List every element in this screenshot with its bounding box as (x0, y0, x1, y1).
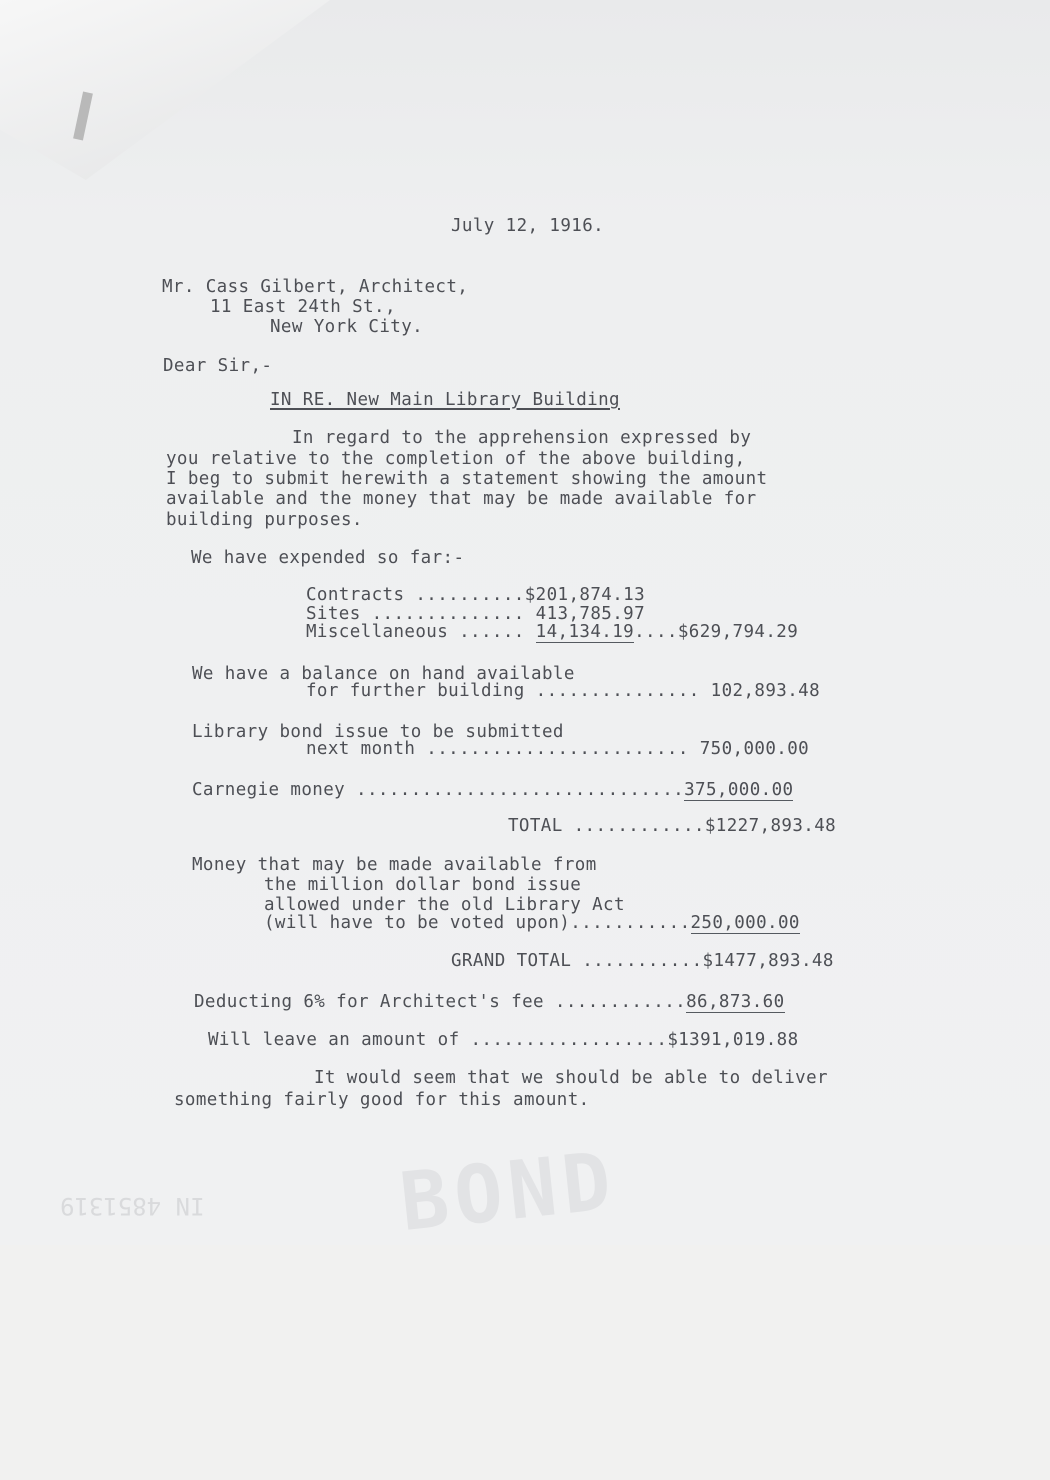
misc-row (306, 622, 798, 643)
bond-amount: 750,000.00 (699, 739, 810, 759)
expended-heading: We have expended so far:- (191, 548, 465, 568)
misc-amount: 14,134.19 (535, 622, 635, 642)
bond-label: next month ........................ (306, 739, 689, 759)
deducting-row (194, 992, 785, 1013)
deducting-amount: 86,873.60 (686, 992, 785, 1012)
balance-row (306, 681, 820, 702)
grand-total-amount: $1477,893.48 (702, 951, 834, 971)
misc-label: Miscellaneous ...... (306, 622, 525, 642)
million-amount: 250,000.00 (690, 913, 800, 933)
misc-dots: .... (634, 622, 678, 642)
balance-amount: 102,893.48 (710, 681, 820, 701)
salutation: Dear Sir,- (163, 356, 273, 376)
contracts-row (306, 585, 645, 606)
balance-line-1: We have a balance on hand available (192, 664, 575, 684)
address-line-3: New York City. (270, 317, 424, 337)
carnegie-amount: 375,000.00 (684, 780, 794, 800)
letter-date: July 12, 1916. (451, 216, 605, 236)
intro-line-3: I beg to submit herewith a statement showing the amount (166, 469, 768, 489)
bond-watermark: BOND (395, 1133, 621, 1250)
total-amount: $1227,893.48 (704, 816, 837, 836)
million-label: (will have to be voted upon)........... (264, 913, 691, 933)
leave-amount: $1391,019.88 (667, 1030, 799, 1050)
total-row (508, 816, 836, 837)
expended-total: $629,794.29 (677, 622, 799, 642)
leave-label: Will leave an amount of .................. (208, 1030, 668, 1050)
folded-corner (0, 0, 330, 180)
intro-line-5: building purposes. (166, 510, 363, 530)
carnegie-row (192, 780, 793, 801)
bond-row (306, 739, 809, 760)
closing-line-1: It would seem that we should be able to deliver (314, 1068, 828, 1088)
intro-line-1: In regard to the apprehension expressed by (292, 428, 752, 448)
grand-total-label: GRAND TOTAL ........... (451, 951, 703, 971)
intro-line-2: you relative to the completion of the above building, (166, 449, 746, 469)
address-line-2: 11 East 24th St., (210, 297, 396, 317)
grand-total-row (451, 951, 834, 972)
million-row (264, 913, 800, 934)
deducting-label: Deducting 6% for Architect's fee ............ (194, 992, 687, 1012)
million-line-3: allowed under the old Library Act (264, 895, 625, 915)
reversed-stamp: IN 4851319 (60, 1192, 205, 1220)
carnegie-label: Carnegie money .............................. (192, 780, 685, 800)
intro-line-4: available and the money that may be made available for (166, 489, 757, 509)
balance-label: for further building ............... (306, 681, 700, 701)
sites-label: Sites .............. (306, 604, 525, 624)
million-line-1: Money that may be made available from (192, 855, 597, 875)
subject-line: IN RE. New Main Library Building (270, 390, 620, 410)
contracts-label: Contracts .......... (306, 585, 525, 605)
total-label: TOTAL ............ (508, 816, 705, 836)
bond-line-1: Library bond issue to be submitted (192, 722, 564, 742)
address-line-1: Mr. Cass Gilbert, Architect, (162, 277, 469, 297)
million-line-2: the million dollar bond issue (264, 875, 582, 895)
contracts-amount: $201,874.13 (524, 585, 646, 605)
leave-row (208, 1030, 799, 1051)
sites-amount: 413,785.97 (535, 604, 646, 624)
closing-line-2: something fairly good for this amount. (174, 1090, 590, 1110)
